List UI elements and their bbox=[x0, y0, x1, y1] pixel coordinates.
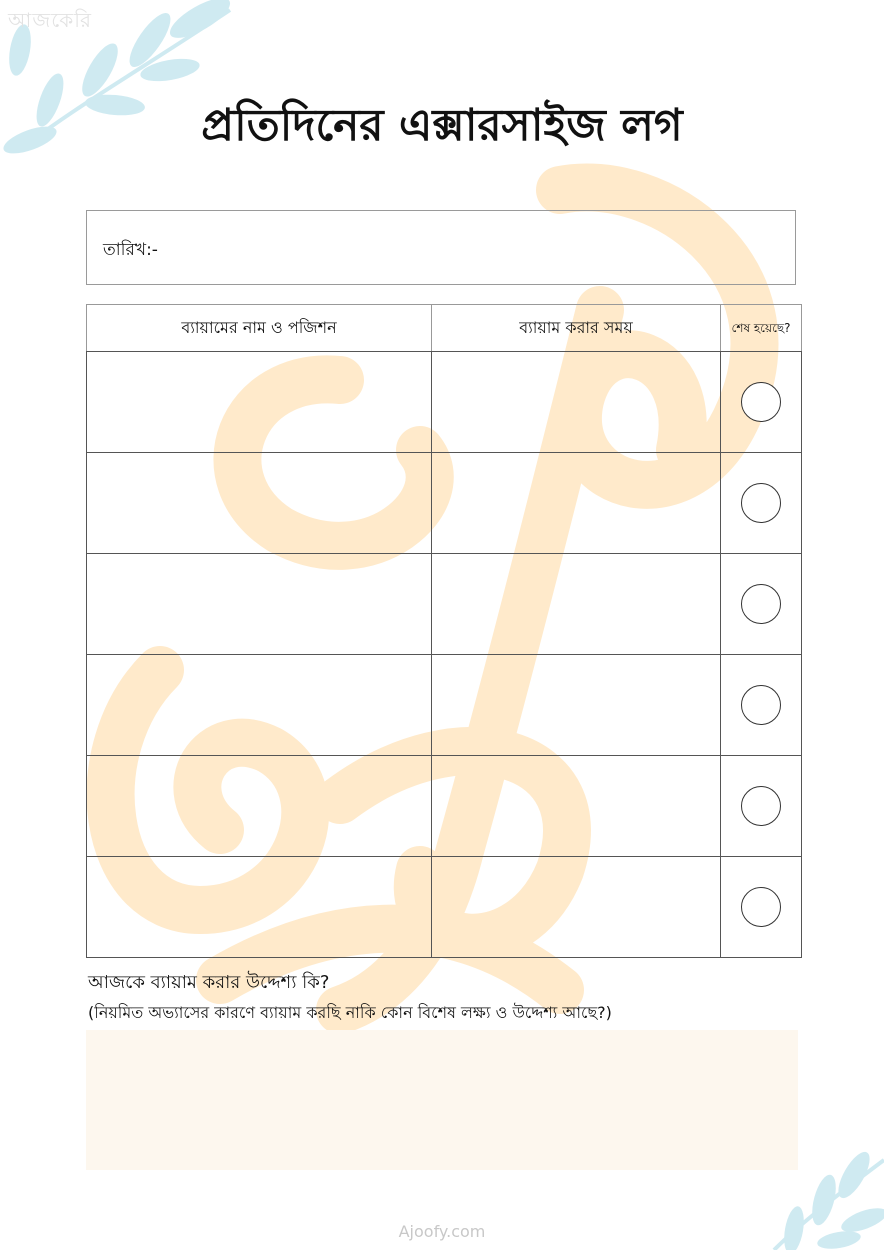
purpose-question: আজকে ব্যায়াম করার উদ্দেশ্য কি? bbox=[88, 972, 330, 993]
purpose-hint: (নিয়মিত অভ্যাসের কারণে ব্যায়াম করছি নাকি কোন বিশেষ লক্ষ্য ও উদ্দেশ্য আছে?) bbox=[88, 1003, 612, 1022]
exercise-name-cell[interactable] bbox=[87, 655, 432, 756]
done-cell[interactable] bbox=[721, 655, 802, 756]
exercise-name-cell[interactable] bbox=[87, 756, 432, 857]
header-done: শেষ হয়েছে? bbox=[721, 305, 802, 352]
header-exercise-time: ব্যায়াম করার সময় bbox=[432, 305, 721, 352]
date-label: তারিখ:- bbox=[103, 240, 158, 260]
header-exercise-name: ব্যায়ামের নাম ও পজিশন bbox=[87, 305, 432, 352]
exercise-log-table bbox=[86, 304, 802, 958]
exercise-name-cell[interactable] bbox=[87, 352, 432, 453]
done-checkbox[interactable] bbox=[741, 887, 781, 927]
table-row bbox=[87, 554, 802, 655]
table-header-row bbox=[87, 305, 802, 352]
exercise-time-cell[interactable] bbox=[432, 352, 721, 453]
table-row bbox=[87, 352, 802, 453]
exercise-time-cell[interactable] bbox=[432, 756, 721, 857]
table-row bbox=[87, 453, 802, 554]
table-row bbox=[87, 655, 802, 756]
exercise-name-cell[interactable] bbox=[87, 554, 432, 655]
done-checkbox[interactable] bbox=[741, 483, 781, 523]
done-checkbox[interactable] bbox=[741, 786, 781, 826]
footer-site: Ajoofy.com bbox=[398, 1222, 486, 1241]
corner-brand-mark: আজকেরি bbox=[8, 8, 92, 32]
done-cell[interactable] bbox=[721, 756, 802, 857]
purpose-answer-area[interactable] bbox=[86, 1030, 798, 1170]
date-field[interactable] bbox=[86, 210, 796, 285]
exercise-name-cell[interactable] bbox=[87, 857, 432, 958]
exercise-name-cell[interactable] bbox=[87, 453, 432, 554]
done-checkbox[interactable] bbox=[741, 382, 781, 422]
exercise-time-cell[interactable] bbox=[432, 554, 721, 655]
done-cell[interactable] bbox=[721, 554, 802, 655]
table-row bbox=[87, 756, 802, 857]
table-row bbox=[87, 857, 802, 958]
exercise-time-cell[interactable] bbox=[432, 857, 721, 958]
done-cell[interactable] bbox=[721, 857, 802, 958]
done-checkbox[interactable] bbox=[741, 685, 781, 725]
exercise-time-cell[interactable] bbox=[432, 655, 721, 756]
done-cell[interactable] bbox=[721, 453, 802, 554]
done-checkbox[interactable] bbox=[741, 584, 781, 624]
exercise-time-cell[interactable] bbox=[432, 453, 721, 554]
page-title: প্রতিদিনের এক্সারসাইজ লগ bbox=[201, 100, 683, 151]
done-cell[interactable] bbox=[721, 352, 802, 453]
